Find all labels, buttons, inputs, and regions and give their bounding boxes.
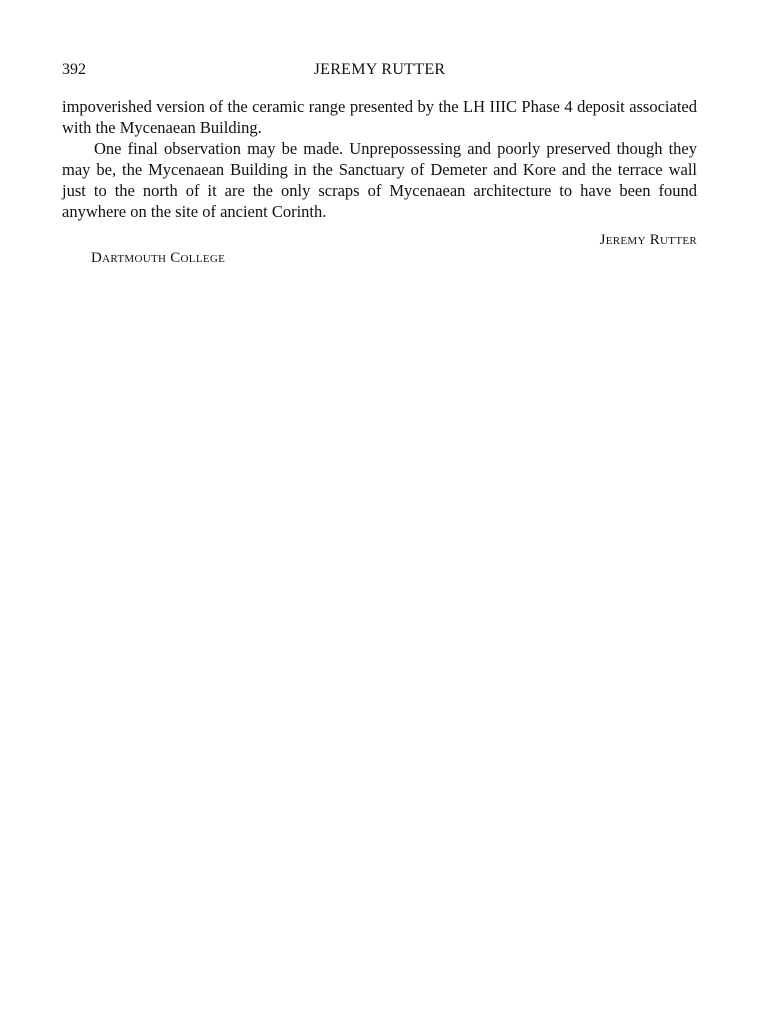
body-text [62,96,697,222]
paragraph-final-observation: One final observation may be made. Unprepossessing and poorly preserved though they may be, the Mycenaean Building in the Sanctuary of Demeter and Kore and the terrace wall just to the north of it are the only scraps of Mycenaean architecture to have been found anywhere on the site of ancient Corinth. [62,139,697,221]
paragraph-continued: impoverished version of the ceramic range presented by the LH IIIC Phase 4 deposit associated with the Mycenaean Building. [62,97,697,137]
running-head: JEREMY RUTTER [313,61,446,78]
author-signature: Jeremy Rutter [599,232,697,248]
author-affiliation: Dartmouth College [91,250,226,266]
page-number: 392 [62,61,86,78]
